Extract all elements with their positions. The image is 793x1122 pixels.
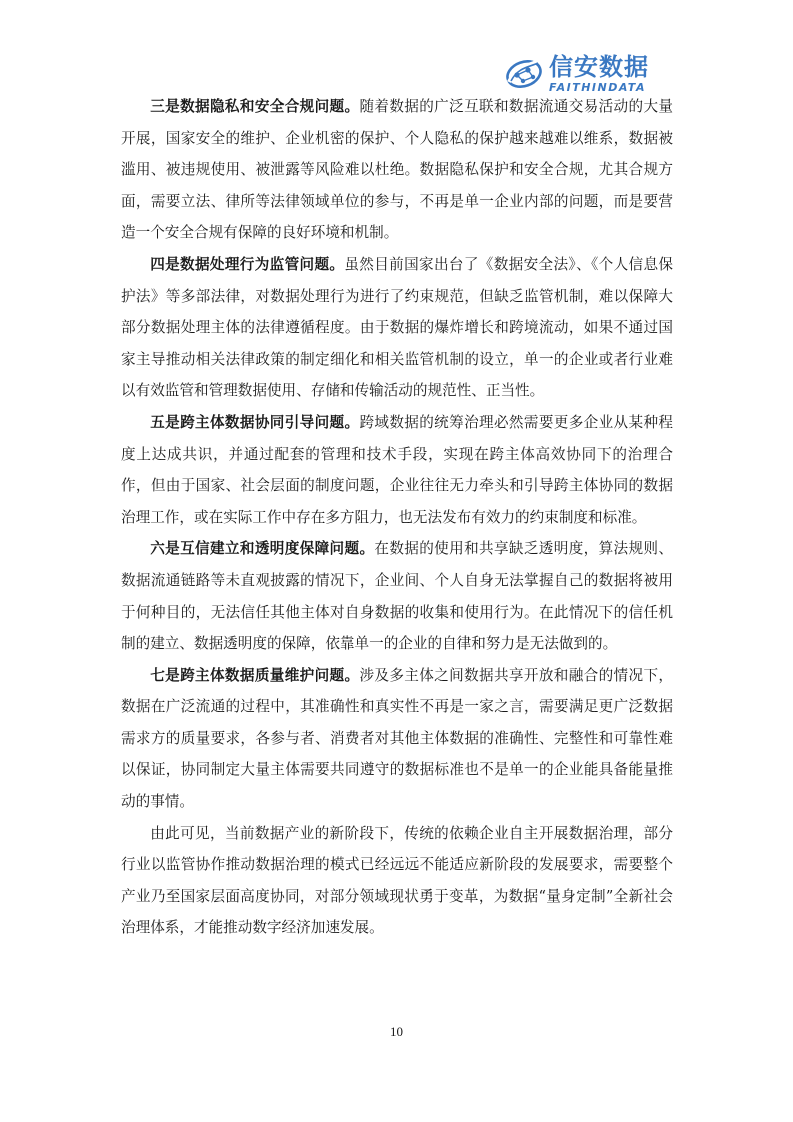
paragraph-text: 在数据的使用和共享缺乏透明度，算法规则、数据流通链路等未直观披露的情况下，企业间、个人自身无法掌握自己的数据将被用于何种目的，无法信任其他主体对自身数据的收集和使用行为。在此情况下的信任机制的建立、数据透明度的保障，依靠单一的企业的自律和努力是无法做到的。 [121, 540, 673, 653]
logo-en-text: FAITHINDATA [549, 81, 646, 94]
paragraph-text: 跨域数据的统筹治理必然需要更多企业从某种程度上达成共识，并通过配套的管理和技术手段，实现在跨主体高效协同下的治理合作，但由于国家、社会层面的制度问题，企业往往无力牵头和引导跨主体协同的数据治理工作，或在实际工作中存在多方阻力，也无法发布有效力的约束制度和标准。 [121, 413, 673, 526]
paragraph-data-quality [121, 660, 673, 818]
page-number: 10 [390, 1024, 403, 1039]
body-text [121, 91, 673, 944]
paragraph-lead: 七是跨主体数据质量维护问题。 [150, 666, 360, 684]
paragraph-lead: 六是互信建立和透明度保障问题。 [150, 540, 375, 558]
logo-text [549, 55, 649, 93]
paragraph-cross-entity-coordination [121, 407, 673, 533]
paragraph-text: 涉及多主体之间数据共享开放和融合的情况下，数据在广泛流通的过程中，其准确性和真实性不再是一家之言，需要满足更广泛数据需求方的质量要求，各参与者、消费者对其他主体数据的准确性、完整性和可靠性难以保证，协同制定大量主体需要共同遵守的数据标准也不是单一的企业能具备能量推动的事情。 [121, 666, 673, 811]
paragraph-lead: 四是数据处理行为监管问题。 [150, 255, 345, 273]
header-logo [503, 52, 673, 96]
paragraph-data-supervision [121, 249, 673, 407]
paragraph-trust-transparency [121, 533, 673, 659]
paragraph-conclusion [121, 818, 673, 944]
logo-cn-text: 信安数据 [549, 53, 649, 81]
paragraph-lead: 三是数据隐私和安全合规问题。 [150, 98, 360, 115]
paragraph-data-privacy [121, 91, 673, 249]
paragraph-text: 由此可见，当前数据产业的新阶段下，传统的依赖企业自主开展数据治理，部分行业以监管协作推动数据治理的模式已经远远不能适应新阶段的发展要求，需要整个产业乃至国家层面高度协同，对部分领域现状勇于变革，为数据“量身定制”全新社会治理体系，才能推动数字经济加速发展。 [121, 824, 673, 937]
paragraph-text: 随着数据的广泛互联和数据流通交易活动的大量开展，国家安全的维护、企业机密的保护、个人隐私的保护越来越难以维系，数据被滥用、被违规使用、被泄露等风险难以杜绝。数据隐私保护和安全合规，尤其合规方面，需要立法、律所等法律领域单位的参与，不再是单一企业内部的问题，而是要营造一个安全合规有保障的良好环境和机制。 [121, 98, 673, 242]
faithindata-logo-icon [503, 55, 545, 93]
paragraph-lead: 五是跨主体数据协同引导问题。 [150, 413, 360, 431]
paragraph-text: 虽然目前国家出台了《数据安全法》、《个人信息保护法》等多部法律，对数据处理行为进行了约束规范，但缺乏监管机制，难以保障大部分数据处理主体的法律遵循程度。由于数据的爆炸增长和跨境流动，如果不通过国家主导推动相关法律政策的制定细化和相关监管机制的设立，单一的企业或者行业难以有效监管和管理数据使用、存储和传输活动的规范性、正当性。 [121, 255, 673, 400]
